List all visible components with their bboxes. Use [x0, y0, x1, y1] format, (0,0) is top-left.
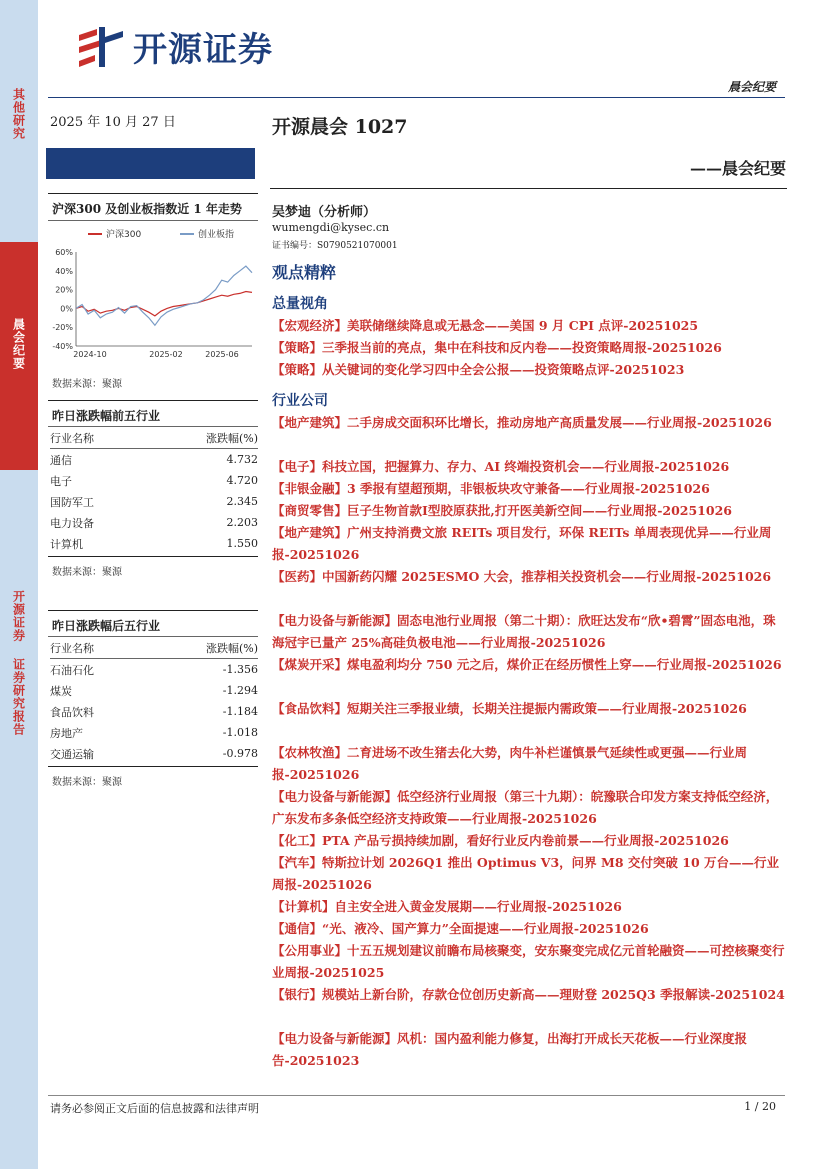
change-value: 4.720 — [226, 474, 258, 487]
y-tick-label: 20% — [55, 285, 73, 295]
chart-source: 数据来源：聚源 — [52, 379, 122, 390]
chart-lines — [76, 266, 252, 325]
subsection-industry: 行业公司 — [272, 393, 328, 409]
index-chart — [48, 224, 258, 364]
legend-label: 创业板指 — [198, 230, 235, 240]
table-header-row — [50, 637, 258, 658]
brand-logo — [75, 22, 273, 71]
report-link[interactable]: 【宏观经济】美联储继续降息或无悬念——美国 9 月 CPI 点评-20251025 — [272, 318, 699, 333]
sidebar-bottom-label-1: 开源证券 — [11, 590, 26, 642]
change-value: -1.294 — [222, 684, 258, 697]
divider — [48, 193, 258, 194]
report-link[interactable]: 【电力设备与新能源】风机：国内盈利能力修复，出海打开成长天花板——行业深度报告-20251023 — [272, 1031, 748, 1068]
industry-name: 计算机 — [50, 537, 83, 551]
table-row — [50, 659, 258, 680]
legend-label: 沪深300 — [106, 230, 142, 240]
table-row — [50, 743, 258, 764]
report-link[interactable]: 【农林牧渔】二育进场不改生猪去化大势，肉牛补栏谨慎景气延续性或更强——行业周报-20251026 — [272, 745, 748, 782]
report-link[interactable]: 【非银金融】3 季报有望超预期，非银板块攻守兼备——行业周报-20251026 — [272, 481, 710, 496]
change-value: -1.018 — [222, 726, 258, 739]
footer-divider — [48, 1095, 785, 1096]
sidebar-middle-label: 晨会纪要 — [11, 318, 26, 370]
header-divider — [48, 97, 785, 98]
industry-name: 食品饮料 — [50, 705, 94, 719]
page-title: 开源晨会 1027 — [272, 116, 408, 138]
table-row — [50, 680, 258, 701]
header-report-type: 晨会纪要 — [727, 80, 776, 94]
table-row — [50, 722, 258, 743]
y-tick-label: 40% — [55, 266, 73, 276]
series-line — [76, 292, 252, 316]
report-link[interactable]: 【策略】从关键词的变化学习四中全会公报——投资策略点评-20251023 — [272, 362, 685, 377]
divider — [270, 188, 787, 189]
report-link[interactable]: 【计算机】自主安全进入黄金发展期——行业周报-20251026 — [272, 899, 622, 914]
change-value: 2.203 — [226, 516, 258, 529]
report-link[interactable]: 【策略】三季报当前的亮点，集中在科技和反内卷——投资策略周报-20251026 — [272, 340, 722, 355]
change-value: -1.184 — [222, 705, 258, 718]
change-value: -0.978 — [222, 747, 258, 760]
col-header: 涨跌幅(%) — [205, 641, 258, 655]
change-value: 2.345 — [226, 495, 258, 508]
table-row — [50, 491, 258, 512]
change-value: -1.356 — [222, 663, 258, 676]
table-row — [50, 449, 258, 470]
report-link[interactable]: 【通信】“光、液冷、国产算力”全面提速——行业周报-20251026 — [272, 921, 649, 936]
divider — [48, 400, 258, 401]
report-link[interactable]: 【汽车】特斯拉计划 2026Q1 推出 Optimus V3，问界 M8 交付突破 10 万台——行业周报-20251026 — [272, 855, 780, 892]
x-tick-label: 2025-06 — [205, 350, 239, 359]
report-link[interactable]: 【食品饮料】短期关注三季报业绩，长期关注提振内需政策——行业周报-20251026 — [272, 701, 747, 716]
subsection-macro: 总量视角 — [272, 296, 328, 312]
page-number: 1 / 20 — [744, 1100, 776, 1113]
sidebar — [0, 0, 38, 1169]
col-header: 行业名称 — [50, 431, 94, 445]
divider — [48, 220, 258, 221]
bottom5-table — [50, 637, 258, 764]
page-subtitle: ——晨会纪要 — [689, 159, 786, 178]
table-row — [50, 533, 258, 554]
top5-table — [50, 427, 258, 554]
industry-name: 交通运输 — [50, 747, 94, 761]
y-tick-label: 60% — [55, 248, 73, 257]
report-link[interactable]: 【化工】PTA 产品亏损持续加剧，看好行业反内卷前景——行业周报-20251026 — [272, 833, 729, 848]
report-link[interactable]: 【公用事业】十五五规划建议前瞻布局核聚变，安东聚变完成亿元首轮融资——可控核聚变行业周报-20251025 — [272, 943, 785, 980]
section-heading: 观点精粹 — [272, 263, 337, 282]
change-value: 4.732 — [226, 453, 258, 466]
report-link[interactable]: 【电子】科技立国，把握算力、存力、AI 终端投资机会——行业周报-20251026 — [272, 459, 730, 474]
report-link[interactable]: 【地产建筑】二手房成交面积环比增长，推动房地产高质量发展——行业周报-20251026 — [272, 415, 772, 430]
author-cert: 证书编号：S0790521070001 — [272, 241, 398, 251]
table-row — [50, 470, 258, 491]
industry-name: 房地产 — [50, 726, 83, 740]
change-value: 1.550 — [226, 537, 258, 550]
y-tick-label: -40% — [52, 342, 73, 351]
footer-disclaimer: 请务必参阅正文后面的信息披露和法律声明 — [50, 1102, 259, 1115]
bottom5-title: 昨日涨跌幅后五行业 — [52, 619, 161, 633]
table-row — [50, 512, 258, 533]
top5-source: 数据来源：聚源 — [52, 567, 122, 578]
logo-mark-icon — [75, 25, 127, 69]
divider — [48, 766, 258, 767]
author-name: 吴梦迪（分析师） — [272, 205, 377, 220]
report-date: 2025 年 10 月 27 日 — [50, 115, 176, 130]
report-link[interactable]: 【电力设备与新能源】固态电池行业周报（第二十期）：欣旺达发布“欣•碧霄”固态电池，珠海冠宇已量产 25%高硅负极电池——行业周报-20251026 — [272, 613, 776, 650]
divider — [48, 556, 258, 557]
industry-name: 石油石化 — [50, 663, 94, 677]
industry-name: 电子 — [50, 474, 72, 488]
sidebar-bottom-label-2: 证券研究报告 — [11, 658, 26, 736]
divider — [48, 610, 258, 611]
chart-title: 沪深300 及创业板指数近 1 年走势 — [52, 202, 242, 216]
report-link[interactable]: 【商贸零售】巨子生物首款Ⅰ型胶原获批,打开医美新空间——行业周报-20251026 — [272, 503, 732, 518]
top5-title: 昨日涨跌幅前五行业 — [52, 409, 161, 423]
report-link[interactable]: 【银行】规模站上新台阶，存款仓位创历史新高——理财登 2025Q3 季报解读-20251024 — [272, 987, 785, 1002]
x-tick-label: 2024-10 — [73, 350, 107, 359]
report-link[interactable]: 【煤炭开采】煤电盈利均分 750 元之后，煤价正在经历惯性上穿——行业周报-20251026 — [272, 657, 782, 672]
industry-name: 电力设备 — [50, 516, 94, 530]
logo-text: 开源证券 — [133, 30, 273, 70]
industry-name: 国防军工 — [50, 495, 94, 509]
report-link[interactable]: 【电力设备与新能源】低空经济行业周报（第三十九期）：皖豫联合印发方案支持低空经济，广东发布多条低空经济支持政策——行业周报-20251026 — [272, 789, 779, 826]
col-header: 涨跌幅(%) — [205, 431, 258, 445]
date-banner — [46, 148, 255, 179]
y-tick-label: -20% — [52, 323, 73, 333]
author-email: wumengdi@kysec.cn — [272, 221, 390, 234]
col-header: 行业名称 — [50, 641, 94, 655]
report-link[interactable]: 【医药】中国新药闪耀 2025ESMO 大会，推荐相关投资机会——行业周报-20251026 — [272, 569, 772, 584]
table-row — [50, 701, 258, 722]
sidebar-top-label: 其他研究 — [11, 88, 26, 140]
chart-legend — [88, 228, 234, 240]
industry-name: 通信 — [50, 453, 72, 467]
x-tick-label: 2025-02 — [149, 350, 183, 359]
table-header-row — [50, 427, 258, 448]
y-tick-label: 0% — [60, 304, 73, 314]
industry-name: 煤炭 — [50, 684, 72, 698]
report-link[interactable]: 【地产建筑】广州支持消费文旅 REITs 项目发行，环保 REITs 单周表现优异——行业周报-20251026 — [272, 525, 772, 562]
chart-axes — [52, 248, 252, 359]
bottom5-source: 数据来源：聚源 — [52, 777, 122, 788]
